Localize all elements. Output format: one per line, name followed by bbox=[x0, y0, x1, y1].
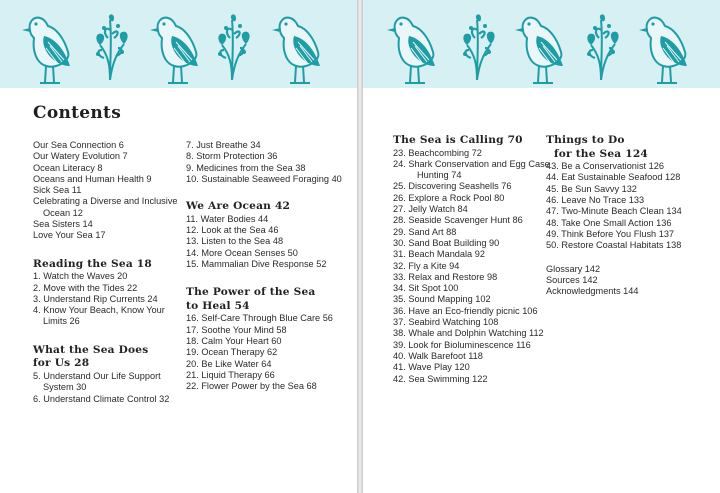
toc-entry[interactable]: Love Your Sea 17 bbox=[33, 230, 106, 241]
toc-entry[interactable]: 4. Know Your Beach, Know Your bbox=[33, 305, 165, 316]
toc-entry[interactable]: 5. Understand Our Life Support bbox=[33, 370, 161, 381]
right-page bbox=[363, 0, 720, 493]
toc-entry[interactable]: 6. Understand Climate Control 32 bbox=[33, 393, 170, 404]
spacer bbox=[546, 252, 716, 264]
section-heading-continuation[interactable]: for Us 28 bbox=[33, 357, 90, 370]
toc-entry[interactable]: 41. Wave Play 120 bbox=[393, 362, 470, 373]
toc-entry[interactable]: Oceans and Human Health 9 bbox=[33, 173, 152, 184]
toc-column-3 bbox=[393, 134, 553, 385]
toc-entry[interactable]: 14. More Ocean Senses 50 bbox=[186, 247, 298, 258]
toc-entry[interactable]: 17. Soothe Your Mind 58 bbox=[186, 324, 287, 335]
toc-entry[interactable]: 40. Walk Barefoot 118 bbox=[393, 350, 483, 361]
section-heading[interactable]: The Sea is Calling 70 bbox=[393, 134, 523, 146]
entry-text: Watch the Waves 20 bbox=[43, 271, 128, 282]
toc-entry[interactable]: 47. Two-Minute Beach Clean 134 bbox=[546, 206, 682, 217]
banner-illustration bbox=[0, 0, 357, 88]
toc-entry[interactable]: 43. Be a Conservationist 126 bbox=[546, 161, 664, 172]
section-heading[interactable]: The Power of the Sea bbox=[186, 286, 316, 299]
toc-entry[interactable]: 22. Flower Power by the Sea 68 bbox=[186, 381, 317, 392]
toc-entry[interactable]: 9. Medicines from the Sea 38 bbox=[186, 162, 306, 173]
decorative-banner bbox=[363, 0, 720, 88]
seagull-icon bbox=[639, 18, 687, 83]
section-heading-continuation[interactable]: to Heal 54 bbox=[186, 299, 250, 312]
toc-entry[interactable]: Sea Sisters 14 bbox=[33, 219, 93, 230]
toc-entry[interactable]: 42. Sea Swimming 122 bbox=[393, 373, 488, 384]
page-title: Contents bbox=[33, 103, 122, 123]
toc-entry[interactable]: 50. Restore Coastal Habitats 138 bbox=[546, 240, 682, 251]
toc-entry-continuation[interactable]: Ocean 12 bbox=[43, 207, 83, 218]
toc-entry[interactable]: Celebrating a Diverse and Inclusive bbox=[33, 196, 178, 207]
toc-entry[interactable]: 37. Seabird Watching 108 bbox=[393, 317, 499, 328]
toc-entry[interactable]: 38. Whale and Dolphin Watching 112 bbox=[393, 328, 544, 339]
toc-entry[interactable]: 20. Be Like Water 64 bbox=[186, 358, 272, 369]
toc-entry-continuation[interactable]: System 30 bbox=[43, 382, 87, 393]
seaweed-icon bbox=[463, 14, 495, 80]
toc-entry[interactable]: 21. Liquid Therapy 66 bbox=[186, 369, 275, 380]
toc-entry[interactable]: Glossary 142 bbox=[546, 263, 601, 274]
toc-entry[interactable]: 28. Seaside Scavenger Hunt 86 bbox=[393, 215, 523, 226]
toc-entry[interactable]: 48. Take One Small Action 136 bbox=[546, 217, 672, 228]
entry-text: Understand Rip Currents 24 bbox=[43, 293, 158, 304]
toc-entry[interactable]: 32. Fly a Kite 94 bbox=[393, 260, 460, 271]
toc-entry[interactable]: 25. Discovering Seashells 76 bbox=[393, 181, 512, 192]
decorative-banner bbox=[0, 0, 357, 88]
toc-entry[interactable]: 30. Sand Boat Building 90 bbox=[393, 237, 500, 248]
toc-entry[interactable]: Sick Sea 11 bbox=[33, 185, 82, 196]
seaweed-icon bbox=[96, 14, 128, 80]
section-heading[interactable]: Reading the Sea 18 bbox=[33, 257, 152, 270]
section-heading[interactable]: What the Sea Does bbox=[33, 343, 149, 356]
toc-entry[interactable]: Ocean Literacy 8 bbox=[33, 162, 103, 173]
toc-entry[interactable] bbox=[33, 294, 168, 305]
toc-column-1 bbox=[33, 140, 178, 405]
toc-entry[interactable]: 31. Beach Mandala 92 bbox=[393, 249, 485, 260]
entry-number: 3. bbox=[33, 293, 41, 304]
toc-entry[interactable]: 13. Listen to the Sea 48 bbox=[186, 236, 284, 247]
toc-entry[interactable]: 23. Beachcombing 72 bbox=[393, 147, 482, 158]
left-page bbox=[0, 0, 357, 493]
section-heading-continuation[interactable]: for the Sea 124 bbox=[554, 147, 648, 160]
toc-entry[interactable]: 24. Shark Conservation and Egg Case bbox=[393, 158, 550, 169]
toc-entry-continuation[interactable]: Hunting 74 bbox=[417, 170, 462, 181]
toc-entry[interactable]: 10. Sustainable Seaweed Foraging 40 bbox=[186, 173, 342, 184]
section-heading[interactable]: Things to Do bbox=[546, 134, 625, 146]
seagull-icon bbox=[150, 18, 198, 83]
toc-entry[interactable] bbox=[33, 271, 168, 282]
toc-entry[interactable]: 15. Mammalian Dive Response 52 bbox=[186, 258, 327, 269]
toc-entry[interactable]: 16. Self-Care Through Blue Care 56 bbox=[186, 313, 333, 324]
toc-entry-continuation[interactable]: Limits 26 bbox=[43, 316, 80, 327]
seagull-icon bbox=[515, 18, 563, 83]
toc-entry[interactable]: 49. Think Before You Flush 137 bbox=[546, 228, 675, 239]
toc-entry[interactable]: 27. Jelly Watch 84 bbox=[393, 204, 468, 215]
entry-number: 1. bbox=[33, 271, 41, 282]
toc-entry[interactable]: 34. Sit Spot 100 bbox=[393, 283, 459, 294]
toc-entry[interactable]: 33. Relax and Restore 98 bbox=[393, 271, 498, 282]
toc-entry[interactable]: 19. Ocean Therapy 62 bbox=[186, 347, 278, 358]
toc-entry[interactable]: 12. Look at the Sea 46 bbox=[186, 225, 279, 236]
toc-column-4 bbox=[546, 134, 716, 297]
toc-entry[interactable]: 46. Leave No Trace 133 bbox=[546, 195, 645, 206]
entry-text: Move with the Tides 22 bbox=[43, 282, 138, 293]
toc-entry[interactable]: Our Watery Evolution 7 bbox=[33, 151, 128, 162]
toc-entry[interactable]: 7. Just Breathe 34 bbox=[186, 140, 261, 150]
toc-column-2 bbox=[186, 140, 351, 393]
entry-number: 2. bbox=[33, 282, 41, 293]
toc-entry[interactable]: 26. Explore a Rock Pool 80 bbox=[393, 192, 505, 203]
seaweed-icon bbox=[218, 14, 250, 80]
seagull-icon bbox=[387, 18, 435, 83]
toc-entry[interactable]: 8. Storm Protection 36 bbox=[186, 151, 278, 162]
toc-entry[interactable]: 45. Be Sun Savvy 132 bbox=[546, 183, 637, 194]
banner-illustration bbox=[363, 0, 720, 88]
seaweed-icon bbox=[587, 14, 619, 80]
section-heading[interactable]: We Are Ocean 42 bbox=[186, 200, 291, 213]
toc-entry[interactable]: 29. Sand Art 88 bbox=[393, 226, 457, 237]
toc-entry[interactable] bbox=[33, 283, 168, 294]
toc-entry[interactable]: 39. Look for Bioluminescence 116 bbox=[393, 339, 531, 350]
toc-entry[interactable]: 35. Sound Mapping 102 bbox=[393, 294, 491, 305]
toc-entry[interactable]: 11. Water Bodies 44 bbox=[186, 213, 269, 224]
seagull-icon bbox=[272, 18, 320, 83]
toc-entry[interactable]: Sources 142 bbox=[546, 274, 598, 285]
toc-entry[interactable]: 36. Have an Eco-friendly picnic 106 bbox=[393, 305, 538, 316]
toc-entry[interactable]: Acknowledgments 144 bbox=[546, 286, 639, 297]
toc-entry[interactable]: 18. Calm Your Heart 60 bbox=[186, 336, 282, 347]
toc-entry[interactable]: 44. Eat Sustainable Seafood 128 bbox=[546, 172, 681, 183]
seagull-icon bbox=[22, 18, 70, 83]
toc-entry[interactable]: Our Sea Connection 6 bbox=[33, 140, 124, 150]
